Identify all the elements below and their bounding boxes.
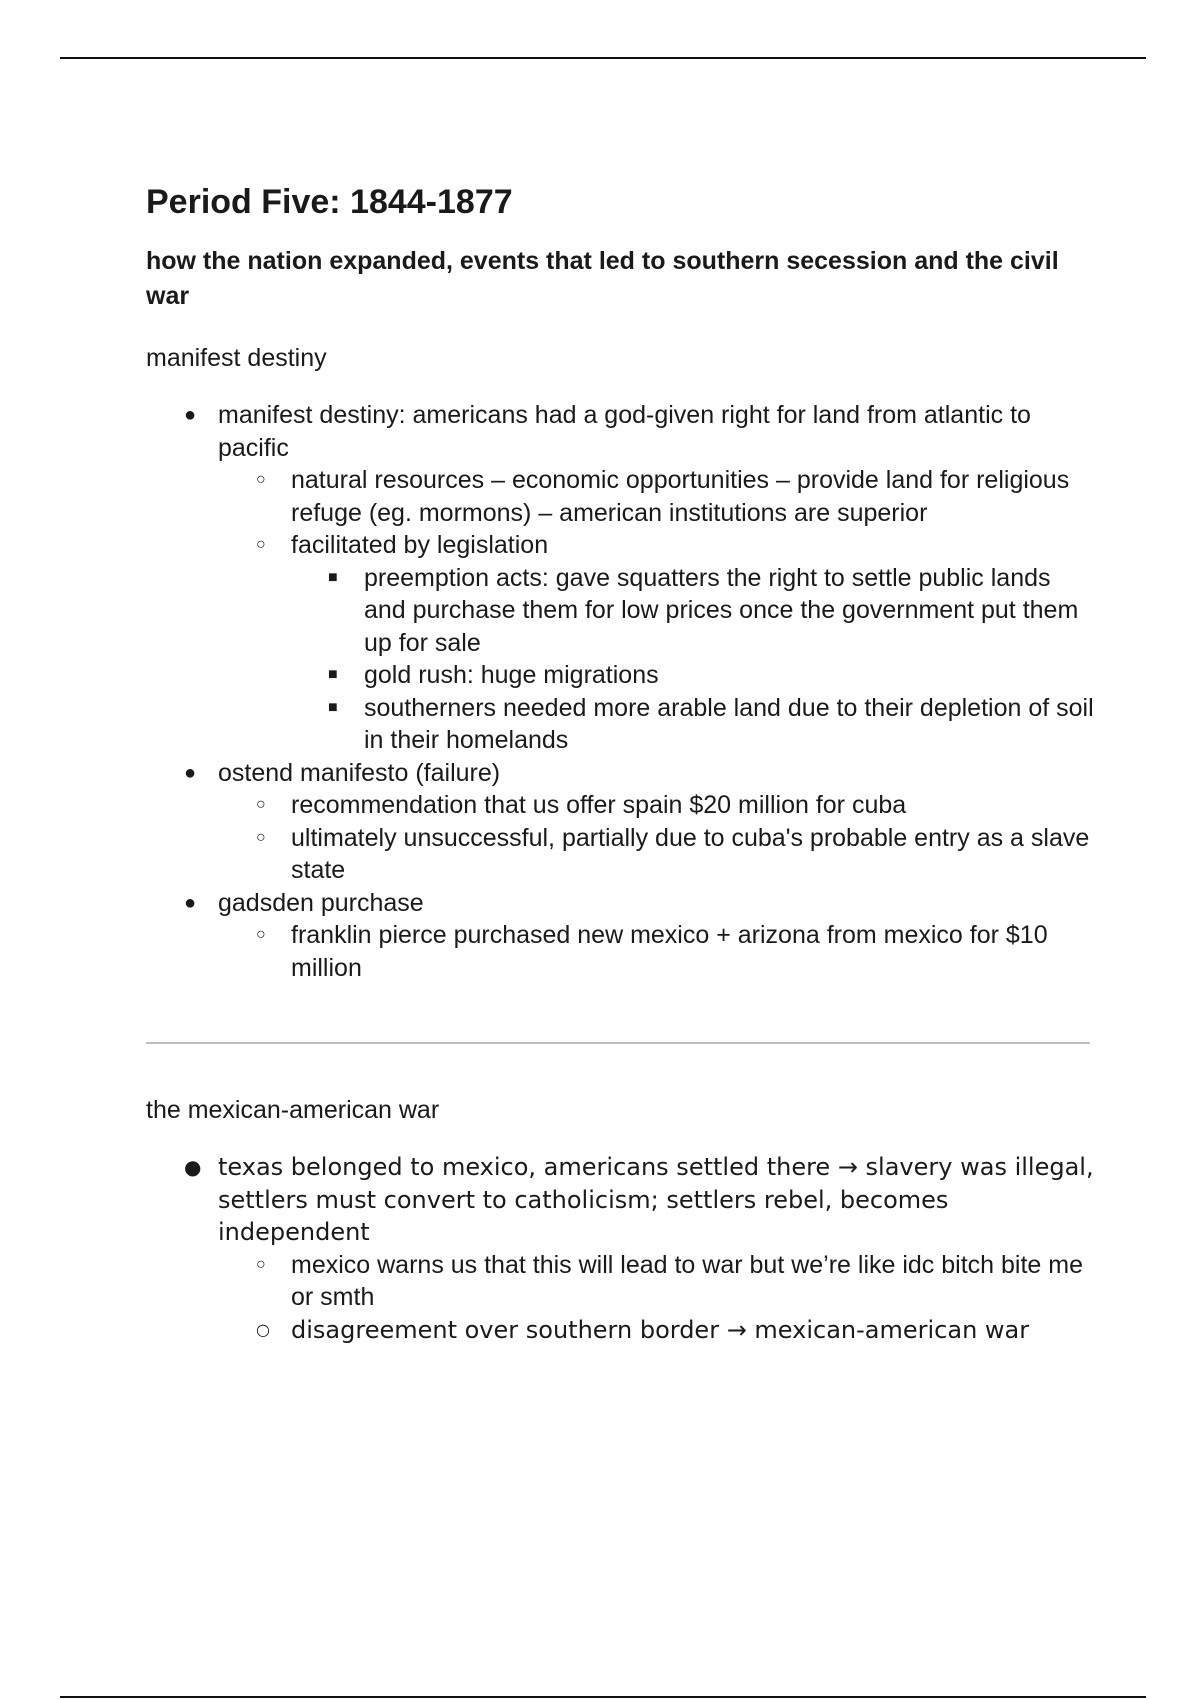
- list-item-text: gold rush: huge migrations: [364, 661, 659, 689]
- list-item-text: preemption acts: gave squatters the right to settle public lands and purchase them for low prices once the government put them up for sale: [364, 563, 1079, 657]
- list-item: [146, 399, 1096, 464]
- horizontal-divider: [146, 1042, 1090, 1044]
- list-item-text: texas belonged to mexico, americans settled there → slavery was illegal, settlers must convert to catholicism; settlers rebel, becomes independent: [218, 1153, 1094, 1246]
- list-item-text: recommendation that us offer spain $20 million for cuba: [291, 791, 907, 819]
- circle-bullet-icon: ○: [256, 1255, 266, 1273]
- square-bullet-icon: ■: [328, 698, 338, 716]
- section-heading: manifest destiny: [146, 344, 327, 372]
- list-item-text: franklin pierce purchased new mexico + arizona from mexico for $10 million: [291, 921, 1048, 982]
- section-manifest-destiny: [146, 342, 1096, 984]
- bullet-icon: ●: [184, 891, 197, 914]
- square-bullet-icon: ■: [328, 568, 338, 586]
- list-item: [146, 659, 1096, 692]
- circle-bullet-icon: ○: [256, 471, 266, 488]
- bottom-rule: [60, 1696, 1146, 1698]
- circle-bullet-icon: ○: [256, 796, 266, 813]
- circle-bullet-icon: ○: [256, 828, 266, 846]
- bullet-icon: ●: [184, 761, 197, 784]
- bullet-icon: ●: [184, 1155, 202, 1179]
- circle-bullet-icon: ○: [256, 926, 266, 943]
- list-item: [146, 1314, 1096, 1347]
- square-bullet-icon: ■: [328, 666, 338, 683]
- list-item-text: facilitated by legislation: [291, 531, 549, 559]
- top-rule: [60, 57, 1146, 59]
- list-item-text: manifest destiny: americans had a god-given right for land from atlantic to pacific: [218, 401, 1031, 462]
- page-title: Period Five: 1844-1877: [146, 183, 513, 221]
- bullet-list: [146, 399, 1096, 984]
- list-item: [146, 692, 1096, 757]
- list-item-text: natural resources – economic opportunities – provide land for religious refuge (eg. mormons) – american institutions are superior: [291, 466, 1070, 527]
- list-item: [146, 822, 1096, 887]
- circle-bullet-icon: ○: [256, 536, 266, 553]
- list-item: [146, 887, 1096, 920]
- list-item: [146, 529, 1096, 562]
- list-item: [146, 1151, 1096, 1249]
- bullet-icon: ●: [184, 404, 197, 426]
- list-item-text: ultimately unsuccessful, partially due to cuba's probable entry as a slave state: [291, 823, 1090, 884]
- bullet-list: [146, 1151, 1096, 1346]
- list-item-text: disagreement over southern border → mexican-american war: [291, 1315, 1030, 1344]
- header: [146, 182, 1096, 314]
- circle-bullet-icon: ○: [256, 1319, 270, 1339]
- section-mexican-american-war: [146, 1094, 1096, 1346]
- list-item: [146, 789, 1096, 822]
- list-item-text: southerners needed more arable land due to their depletion of soil in their homelands: [364, 693, 1094, 754]
- list-item: [146, 919, 1096, 984]
- list-item-text: ostend manifesto (failure): [218, 758, 501, 787]
- section-heading: the mexican-american war: [146, 1096, 440, 1124]
- list-item-text: mexico warns us that this will lead to war but we’re like idc bitch bite me or smth: [291, 1250, 1083, 1311]
- list-item: [146, 464, 1096, 529]
- list-item: [146, 757, 1096, 790]
- page-subtitle: how the nation expanded, events that led to southern secession and the civil war: [146, 247, 1059, 310]
- list-item: [146, 1249, 1096, 1314]
- list-item: [146, 562, 1096, 660]
- list-item-text: gadsden purchase: [218, 888, 424, 917]
